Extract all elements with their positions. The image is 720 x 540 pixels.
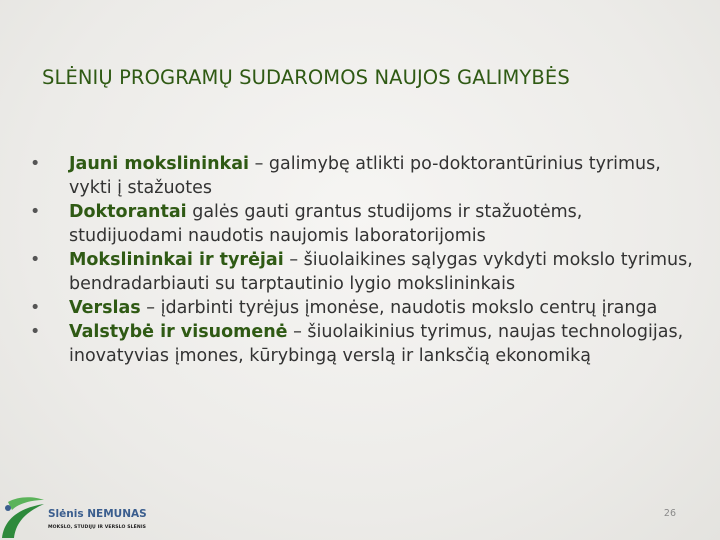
logo: [0, 494, 147, 540]
bullet-dot: •: [30, 154, 41, 174]
bullet-text: – galimybę atlikti po-doktorantūrinius tyrimus, vykti į stažuotes: [69, 154, 661, 198]
bullet-item: [30, 200, 700, 248]
bullet-term: Doktorantai: [69, 202, 187, 222]
bullet-term: Valstybė ir visuomenė: [69, 322, 288, 342]
bullet-item: [30, 296, 700, 320]
bullet-dot: •: [30, 298, 41, 318]
bullet-text: galės gauti grantus studijoms ir stažuotėms, studijuodami naudotis naujomis laboratorijomis: [69, 202, 583, 246]
slide-title: SLĖNIŲ PROGRAMŲ SUDAROMOS NAUJOS GALIMYBĖS: [42, 66, 570, 89]
bullet-term: Jauni mokslininkai: [69, 154, 249, 174]
logo-tagline: MOKSLO, STUDIJŲ IR VERSLO SLĖNIS: [48, 525, 147, 530]
bullet-text: – šiuolaikinius tyrimus, naujas technologijas, inovatyvias įmones, kūrybingą verslą ir lanksčią ekonomiką: [69, 322, 684, 366]
bullet-text: – įdarbinti tyrėjus įmonėse, naudotis mokslo centrų įranga: [140, 298, 658, 318]
bullet-dot: •: [30, 202, 41, 222]
page-number: 26: [663, 508, 676, 519]
logo-name: Slėnis NEMUNAS: [48, 508, 147, 520]
bullet-item: [30, 248, 700, 296]
bullet-item: [30, 152, 700, 200]
bullet-text: – šiuolaikines sąlygas vykdyti mokslo tyrimus, bendradarbiauti su tarptautinio lygio mokslininkais: [69, 250, 693, 294]
bullet-dot: •: [30, 250, 41, 270]
bullet-item: [30, 320, 700, 368]
bullet-term: Verslas: [69, 298, 141, 318]
bullet-term: Mokslininkai ir tyrėjai: [69, 250, 284, 270]
bullet-list: [30, 152, 700, 368]
logo-swoosh-icon: [0, 494, 48, 540]
bullet-dot: •: [30, 322, 41, 342]
